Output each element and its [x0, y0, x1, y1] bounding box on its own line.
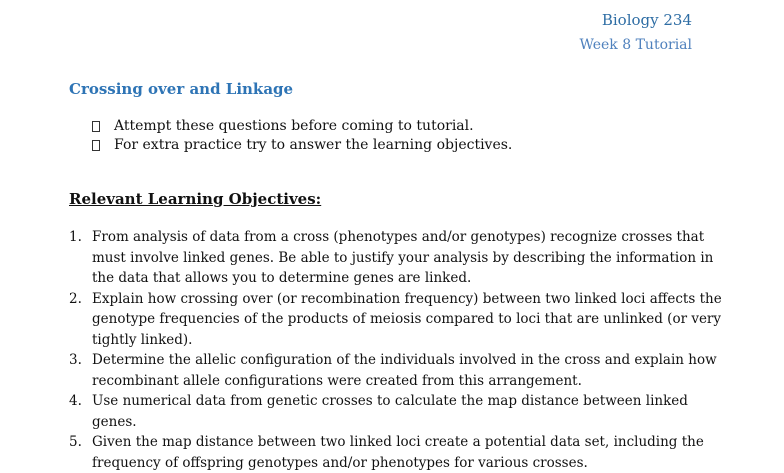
checkbox-bullet-icon	[92, 121, 100, 132]
instruction-text: Attempt these questions before coming to tutorial.	[114, 118, 474, 134]
objective-number: 3.	[69, 352, 82, 368]
course-title: Biology 234	[601, 11, 692, 29]
checkbox-bullet-icon	[92, 140, 100, 151]
week-label: Week 8 Tutorial	[579, 37, 692, 53]
objective-number: 5.	[69, 434, 82, 450]
instruction-item	[92, 136, 512, 155]
objective-text: Given the map distance between two linked loci create a potential data set, including the frequency of offspring genotypes and/or phenotypes for various crosses.	[92, 434, 704, 471]
objective-item	[69, 227, 729, 289]
section-title: Crossing over and Linkage	[69, 80, 294, 98]
objective-item	[69, 350, 729, 391]
objective-text: Use numerical data from genetic crosses to calculate the map distance between linked genes.	[92, 393, 688, 430]
objective-item	[69, 391, 729, 432]
objective-item	[69, 432, 729, 473]
objectives-list	[69, 227, 729, 473]
objective-number: 1.	[69, 229, 82, 245]
objectives-heading: Relevant Learning Objectives:	[69, 190, 322, 208]
objective-number: 2.	[69, 290, 82, 307]
instruction-item	[92, 117, 512, 136]
objective-text: Determine the allelic configuration of the individuals involved in the cross and explain how recombinant allele configurations were created from this arrangement.	[92, 352, 717, 389]
objective-text: Explain how crossing over (or recombination frequency) between two linked loci affects the genotype frequencies of the products of meiosis compared to loci that are unlinked (or very tightly linked).	[92, 290, 722, 348]
objective-item	[69, 289, 729, 351]
instruction-list	[92, 117, 512, 155]
objective-number: 4.	[69, 393, 82, 409]
instruction-text: For extra practice try to answer the learning objectives.	[114, 137, 513, 153]
objective-text: From analysis of data from a cross (phenotypes and/or genotypes) recognize crosses that must involve linked genes. Be able to justify your analysis by describing the information in the data that allows you to determine genes are linked.	[92, 229, 714, 286]
